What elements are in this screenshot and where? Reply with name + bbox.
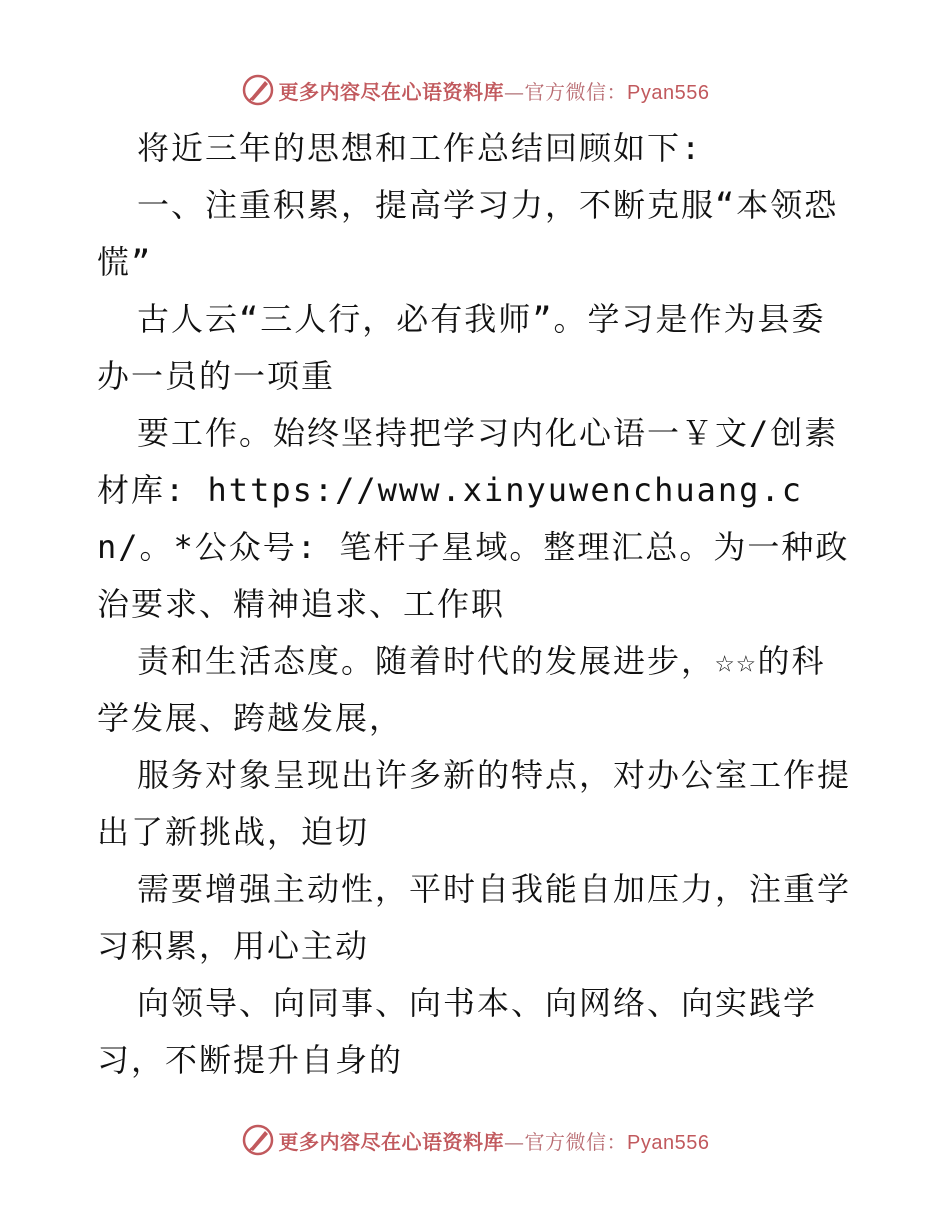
paragraph-3: 责和生活态度。随着时代的发展进步，☆☆的科学发展、跨越发展， (97, 642, 826, 737)
paragraph-4: 服务对象呈现出许多新的特点，对办公室工作提出了新挑战，迫切 (97, 756, 852, 851)
banner-official-label: 官方微信： (524, 79, 628, 104)
banner-separator: — (504, 1129, 525, 1154)
footer-watermark-banner (0, 1120, 950, 1160)
banner-main-text: 更多内容尽在心语资料库 (278, 79, 505, 104)
banner-main-text: 更多内容尽在心语资料库 (278, 1129, 505, 1154)
banner-wechat-id: Pyan556 (627, 81, 710, 104)
paragraph-2: 要工作。始终坚持把学习内化心语一￥文/创素材库: https://www.xinyuwenchuang.cn/。*公众号: 笔杆子星域。整理汇总。为一种政治要求、精神追求、工作职 (97, 414, 850, 623)
quill-logo-icon (241, 1123, 275, 1157)
header-watermark-text (279, 76, 710, 105)
paragraph-5: 需要增强主动性，平时自我能自加压力，注重学习积累，用心主动 (97, 870, 852, 965)
header-watermark-banner (0, 70, 950, 110)
document-body (97, 120, 857, 1089)
quill-logo-icon (241, 73, 275, 107)
banner-separator: — (504, 79, 525, 104)
paragraph-6: 向领导、向同事、向书本、向网络、向实践学习，不断提升自身的 (97, 984, 818, 1079)
paragraph-intro: 将近三年的思想和工作总结回顾如下: (137, 129, 703, 167)
paragraph-1: 古人云“三人行，必有我师”。学习是作为县委办一员的一项重 (97, 300, 826, 395)
banner-wechat-id: Pyan556 (627, 1131, 710, 1154)
footer-watermark-text (279, 1126, 710, 1155)
section-heading-1: 一、注重积累，提高学习力，不断克服“本领恐慌” (97, 186, 839, 281)
banner-official-label: 官方微信： (524, 1129, 628, 1154)
